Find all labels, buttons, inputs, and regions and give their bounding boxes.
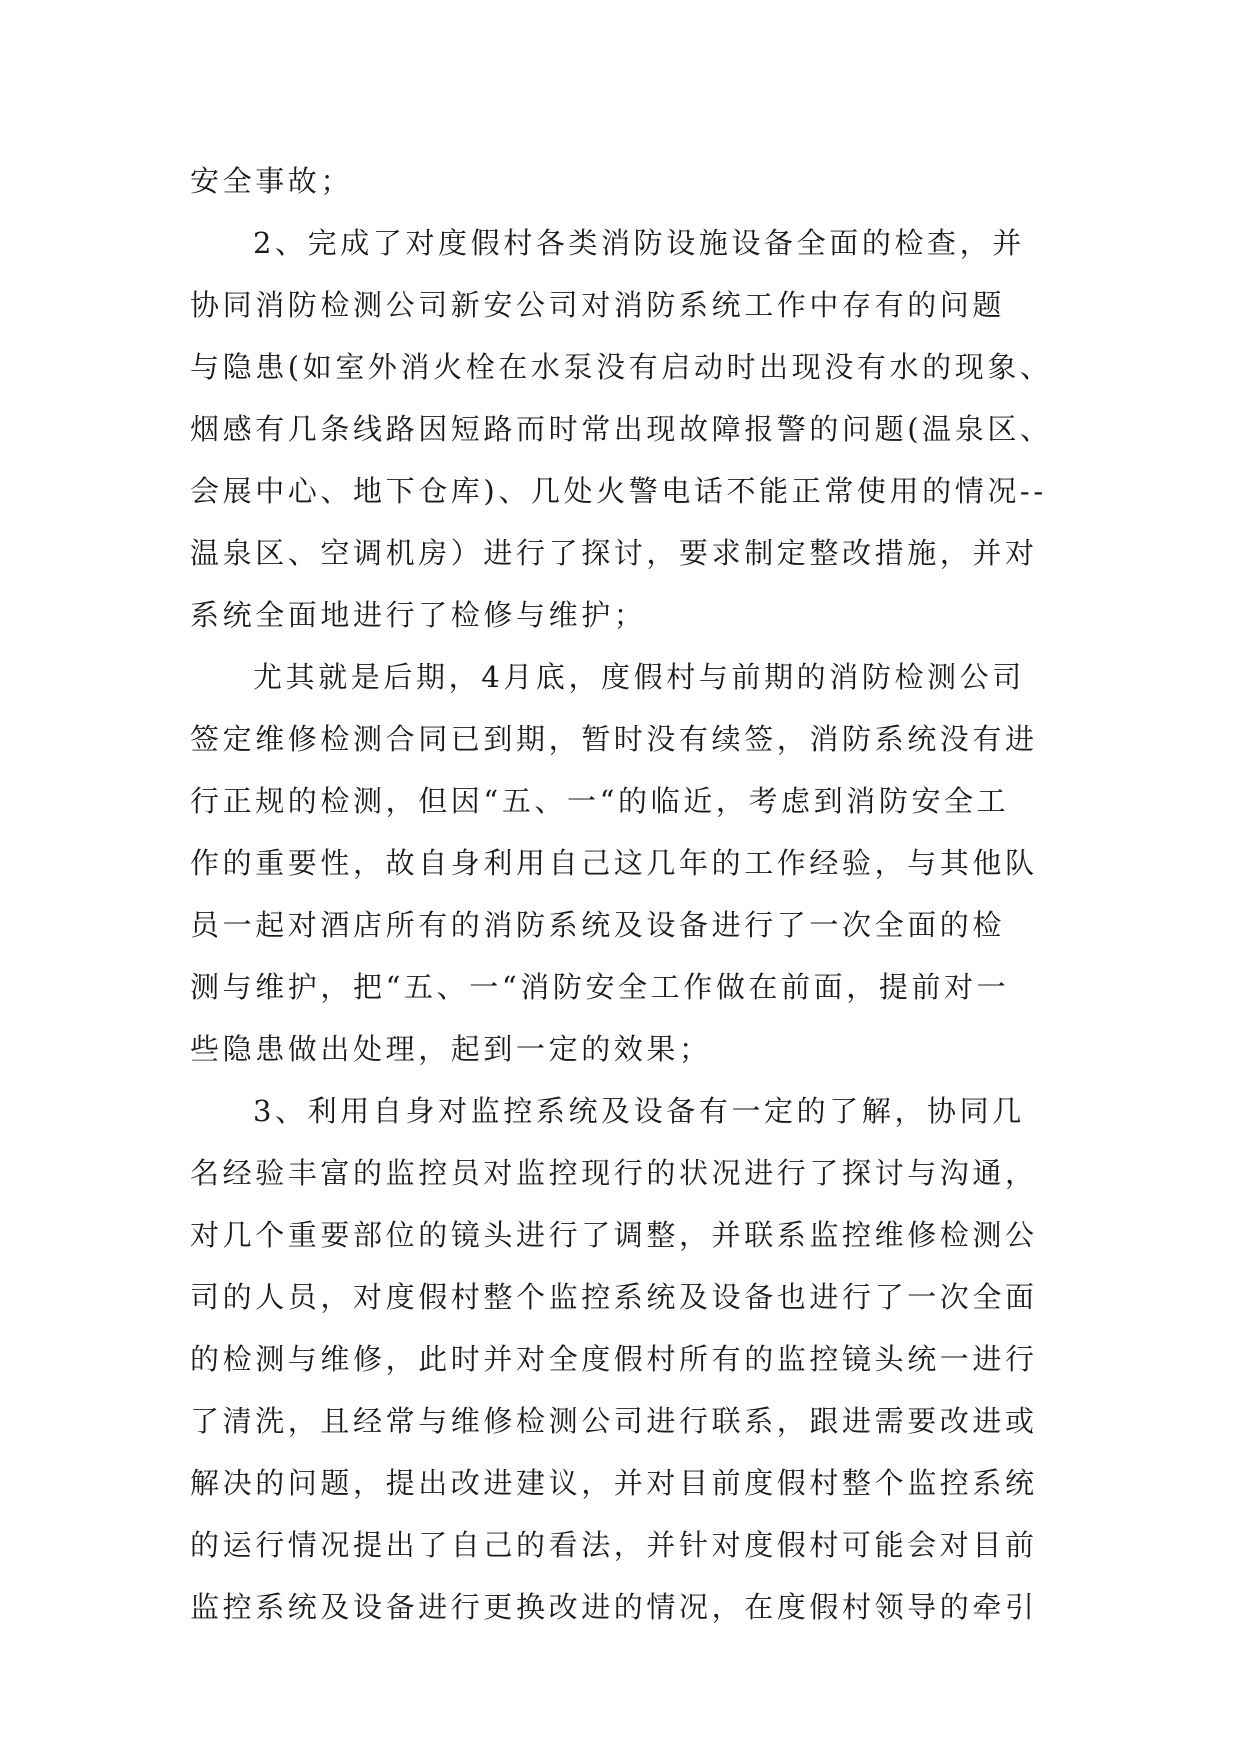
text-line: 测与维护，把“五、一“消防安全工作做在前面，提前对一: [190, 970, 1010, 1004]
text-line: 对几个重要部位的镜头进行了调整，并联系监控维修检测公: [190, 1218, 1038, 1252]
text-line: 协同消防检测公司新安公司对消防系统工作中存有的问题: [190, 288, 1006, 322]
text-line: 温泉区、空调机房）进行了探讨，要求制定整改措施，并对: [190, 536, 1038, 570]
text-line: 的检测与维修，此时并对全度假村所有的监控镜头统一进行: [190, 1342, 1038, 1376]
text-line: 行正规的检测，但因“五、一“的临近，考虑到消防安全工: [190, 784, 1010, 818]
text-line: 系统全面地进行了检修与维护；: [190, 598, 647, 632]
text-line: 员一起对酒店所有的消防系统及设备进行了一次全面的检: [190, 908, 1006, 942]
text-line: 2、完成了对度假村各类消防设施设备全面的检查，并: [253, 226, 1025, 260]
text-line: 作的重要性，故自身利用自己这几年的工作经验，与其他队: [190, 846, 1038, 880]
text-line: 尤其就是后期，4月底，度假村与前期的消防检测公司: [253, 660, 1025, 694]
text-line: 名经验丰富的监控员对监控现行的状况进行了探讨与沟通，: [190, 1156, 1038, 1190]
text-line: 烟感有几条线路因短路而时常出现故障报警的问题(温泉区、: [190, 412, 1053, 446]
text-line: 的运行情况提出了自己的看法，并针对度假村可能会对目前: [190, 1528, 1038, 1562]
text-line: 与隐患(如室外消火栓在水泵没有启动时出现没有水的现象、: [190, 350, 1053, 384]
text-line: 会展中心、地下仓库)、几处火警电话不能正常使用的情况--: [190, 474, 1047, 508]
text-line: 安全事故；: [190, 164, 354, 198]
text-line: 司的人员，对度假村整个监控系统及设备也进行了一次全面: [190, 1280, 1038, 1314]
text-line: 监控系统及设备进行更换改进的情况，在度假村领导的牵引: [190, 1590, 1038, 1624]
text-line: 解决的问题，提出改进建议，并对目前度假村整个监控系统: [190, 1466, 1038, 1500]
text-line: 3、利用自身对监控系统及设备有一定的了解，协同几: [253, 1094, 1025, 1128]
body-text: [190, 150, 1070, 1638]
text-line: 了清洗，且经常与维修检测公司进行联系，跟进需要改进或: [190, 1404, 1038, 1438]
text-line: 些隐患做出处理，起到一定的效果；: [190, 1032, 712, 1066]
text-line: 签定维修检测合同已到期，暂时没有续签，消防系统没有进: [190, 722, 1038, 756]
